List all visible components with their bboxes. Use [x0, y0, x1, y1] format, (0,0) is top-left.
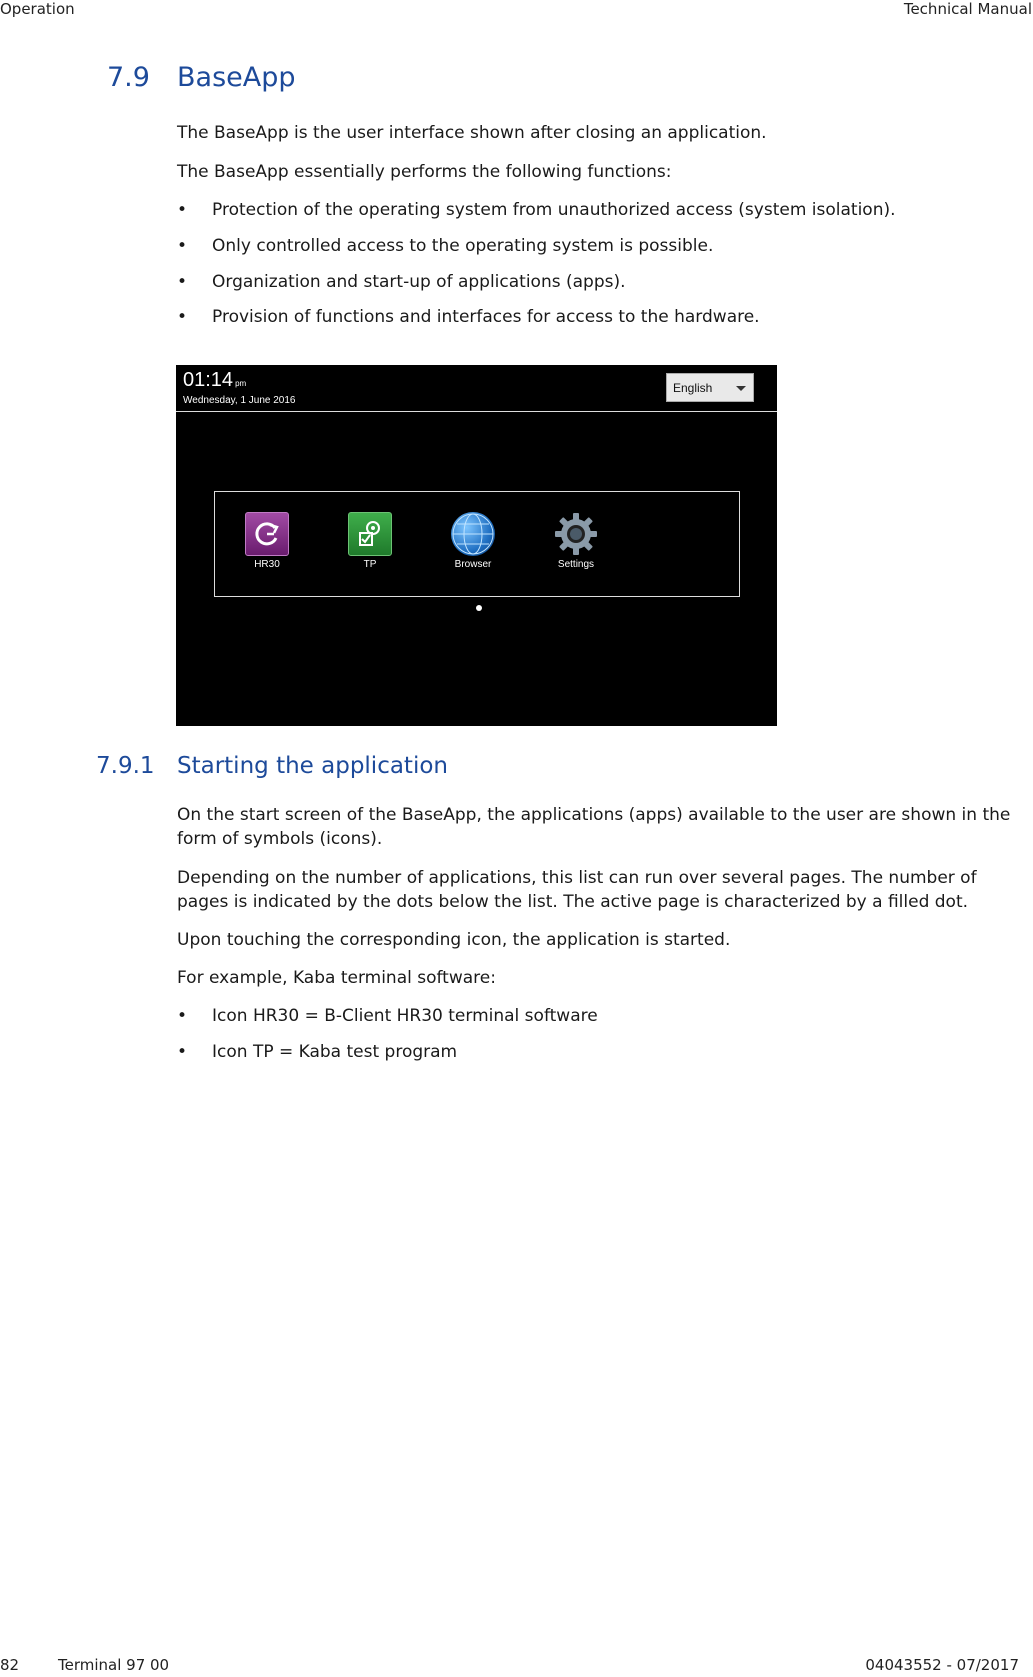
bullet-marker: • [177, 1006, 188, 1026]
app-label: HR30 [254, 559, 280, 570]
status-bar-divider [176, 411, 777, 412]
subsection-number: 7.9.1 [96, 753, 155, 779]
language-dropdown-label: English [673, 381, 713, 395]
body-paragraph-3: Upon touching the corresponding icon, the application is started. [177, 930, 731, 950]
footer-doc-id: 04043552 - 07/2017 [865, 1656, 1019, 1674]
gear-icon [554, 512, 598, 556]
header-left: Operation [0, 0, 75, 18]
globe-icon [451, 512, 495, 556]
intro-paragraph-1: The BaseApp is the user interface shown after closing an application. [177, 123, 767, 143]
list-item-text: Only controlled access to the operating system is possible. [212, 236, 714, 256]
app-label: TP [363, 559, 377, 570]
list-item-text: Protection of the operating system from unauthorized access (system isolation). [212, 200, 896, 220]
list-item-text: Icon HR30 = B-Client HR30 terminal software [212, 1006, 598, 1026]
header-right: Technical Manual [903, 0, 1032, 18]
bullet-marker: • [177, 1042, 188, 1062]
footer-product: Terminal 97 00 [58, 1656, 170, 1674]
list-item-text: Organization and start-up of applications (apps). [212, 272, 626, 292]
clock [183, 369, 246, 392]
app-label: Settings [557, 559, 595, 570]
list-item-text: Icon TP = Kaba test program [212, 1042, 458, 1062]
app-label: Browser [454, 559, 492, 570]
clock-date: Wednesday, 1 June 2016 [183, 395, 296, 406]
bullet-marker: • [177, 236, 188, 256]
list-item-text: Provision of functions and interfaces for access to the hardware. [212, 307, 760, 327]
section-title: BaseApp [177, 62, 296, 93]
body-paragraph-4: For example, Kaba terminal software: [177, 968, 496, 988]
page-indicator-dot [476, 605, 482, 611]
section-number: 7.9 [107, 62, 150, 93]
bullet-marker: • [177, 307, 188, 327]
clock-ampm: pm [235, 379, 247, 388]
language-dropdown[interactable] [666, 373, 754, 402]
footer-page-number: 82 [0, 1656, 20, 1674]
bullet-marker: • [177, 200, 188, 220]
subsection-title: Starting the application [177, 753, 448, 779]
chevron-down-icon [736, 386, 746, 391]
clock-time: 01:14 [183, 369, 234, 391]
app-icon-settings[interactable] [541, 512, 611, 570]
body-paragraph-1: On the start screen of the BaseApp, the applications (apps) available to the user are shown in the form of symbols (icons). [177, 805, 1011, 849]
gear-checkbox-icon [348, 512, 392, 556]
body-paragraph-2: Depending on the number of applications, this list can run over several pages. The number of pages is indicated by the dots below the list. The active page is characterized by a filled dot. [177, 868, 977, 912]
baseapp-screenshot [176, 365, 777, 726]
app-icon-hr30[interactable] [232, 512, 302, 570]
app-icon-browser[interactable] [438, 512, 508, 570]
refresh-icon [245, 512, 289, 556]
bullet-marker: • [177, 272, 188, 292]
app-list-panel [214, 491, 740, 597]
intro-paragraph-2: The BaseApp essentially performs the following functions: [177, 162, 672, 182]
app-icon-tp[interactable] [335, 512, 405, 570]
